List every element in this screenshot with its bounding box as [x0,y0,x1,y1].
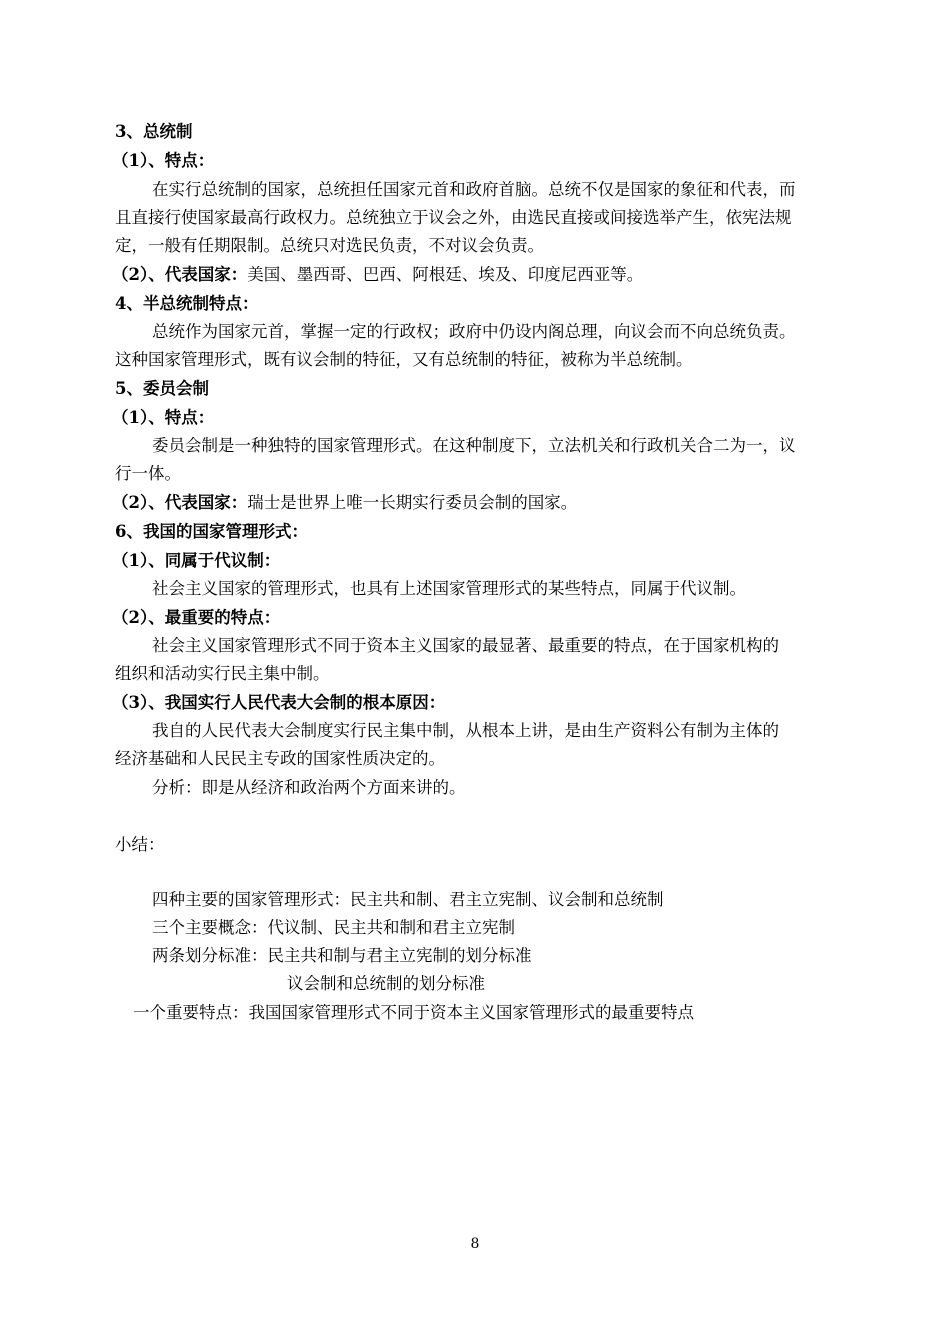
page-number: 8 [470,1236,480,1252]
section-6-2-text-line1: 社会主义国家管理形式不同于资本主义国家的最显著、最重要的特点，在于国家机构的 [152,636,779,655]
section-6-2-text-line2: 组织和活动实行民主集中制。 [115,664,330,683]
section-5-2-label: （2）、代表国家： [112,493,248,512]
summary-item-3: 两条划分标准：民主共和制与君主立宪制的划分标准 [152,946,532,965]
section-6-1-label: （1）、同属于代议制： [112,551,281,570]
section-4-text-line2: 这种国家管理形式，既有议会制的特征，又有总统制的特征，被称为半总统制。 [115,350,693,369]
section-3-1-text-line1: 在实行总统制的国家，总统担任国家元首和政府首脑。总统不仅是国家的象征和代表，而 [152,180,796,199]
section-5-2-text: 瑞士是世界上唯一长期实行委员会制的国家。 [247,493,578,512]
section-5-heading: 5、委员会制 [115,379,209,398]
section-3-2-text: 美国、墨西哥、巴西、阿根廷、埃及、印度尼西亚等。 [247,265,644,284]
section-6-2-label: （2）、最重要的特点： [112,608,281,627]
section-6-3-text-line1: 我自的人民代表大会制度实行民主集中制，从根本上讲，是由生产资料公有制为主体的 [152,721,779,740]
summary-item-3-continuation: 议会制和总统制的划分标准 [287,974,485,993]
section-3-2-label: （2）、代表国家： [112,265,248,284]
section-5-1-text-line1: 委员会制是一种独特的国家管理形式。在这种制度下，立法机关和行政机关合二为一，议 [152,436,796,455]
summary-label: 小结： [115,835,165,854]
section-5-2-line [112,490,892,516]
summary-item-4: 一个重要特点：我国国家管理形式不同于资本主义国家管理形式的最重要特点 [133,1003,694,1022]
section-6-3-analysis: 分析：即是从经济和政治两个方面来讲的。 [152,778,466,797]
section-3-1-text-line3: 定，一般有任期限制。总统只对选民负责，不对议会负责。 [115,236,544,255]
section-4-heading: 4、半总统制特点： [115,294,259,313]
section-6-1-text: 社会主义国家的管理形式，也具有上述国家管理形式的某些特点，同属于代议制。 [152,579,746,598]
section-6-3-label: （3）、我国实行人民代表大会制的根本原因： [112,693,446,712]
section-3-1-text-line2: 且直接行使国家最高行政权力。总统独立于议会之外，由选民直接或间接选举产生，依宪法规 [115,208,792,227]
section-4-text-line1: 总统作为国家元首，掌握一定的行政权；政府中仍设内阁总理，向议会而不向总统负责。 [152,322,796,341]
summary-item-1: 四种主要的国家管理形式：民主共和制、君主立宪制、议会制和总统制 [152,890,664,909]
section-5-1-label: （1）、特点： [112,408,215,427]
section-6-heading: 6、我国的国家管理形式： [115,522,308,541]
section-3-2-line [112,262,892,288]
summary-item-2: 三个主要概念：代议制、民主共和制和君主立宪制 [152,918,515,937]
section-3-heading: 3、总统制 [115,122,193,141]
section-3-1-label: （1）、特点： [112,151,215,170]
section-5-1-text-line2: 行一体。 [115,464,181,483]
section-6-3-text-line2: 经济基础和人民民主专政的国家性质决定的。 [115,749,445,768]
